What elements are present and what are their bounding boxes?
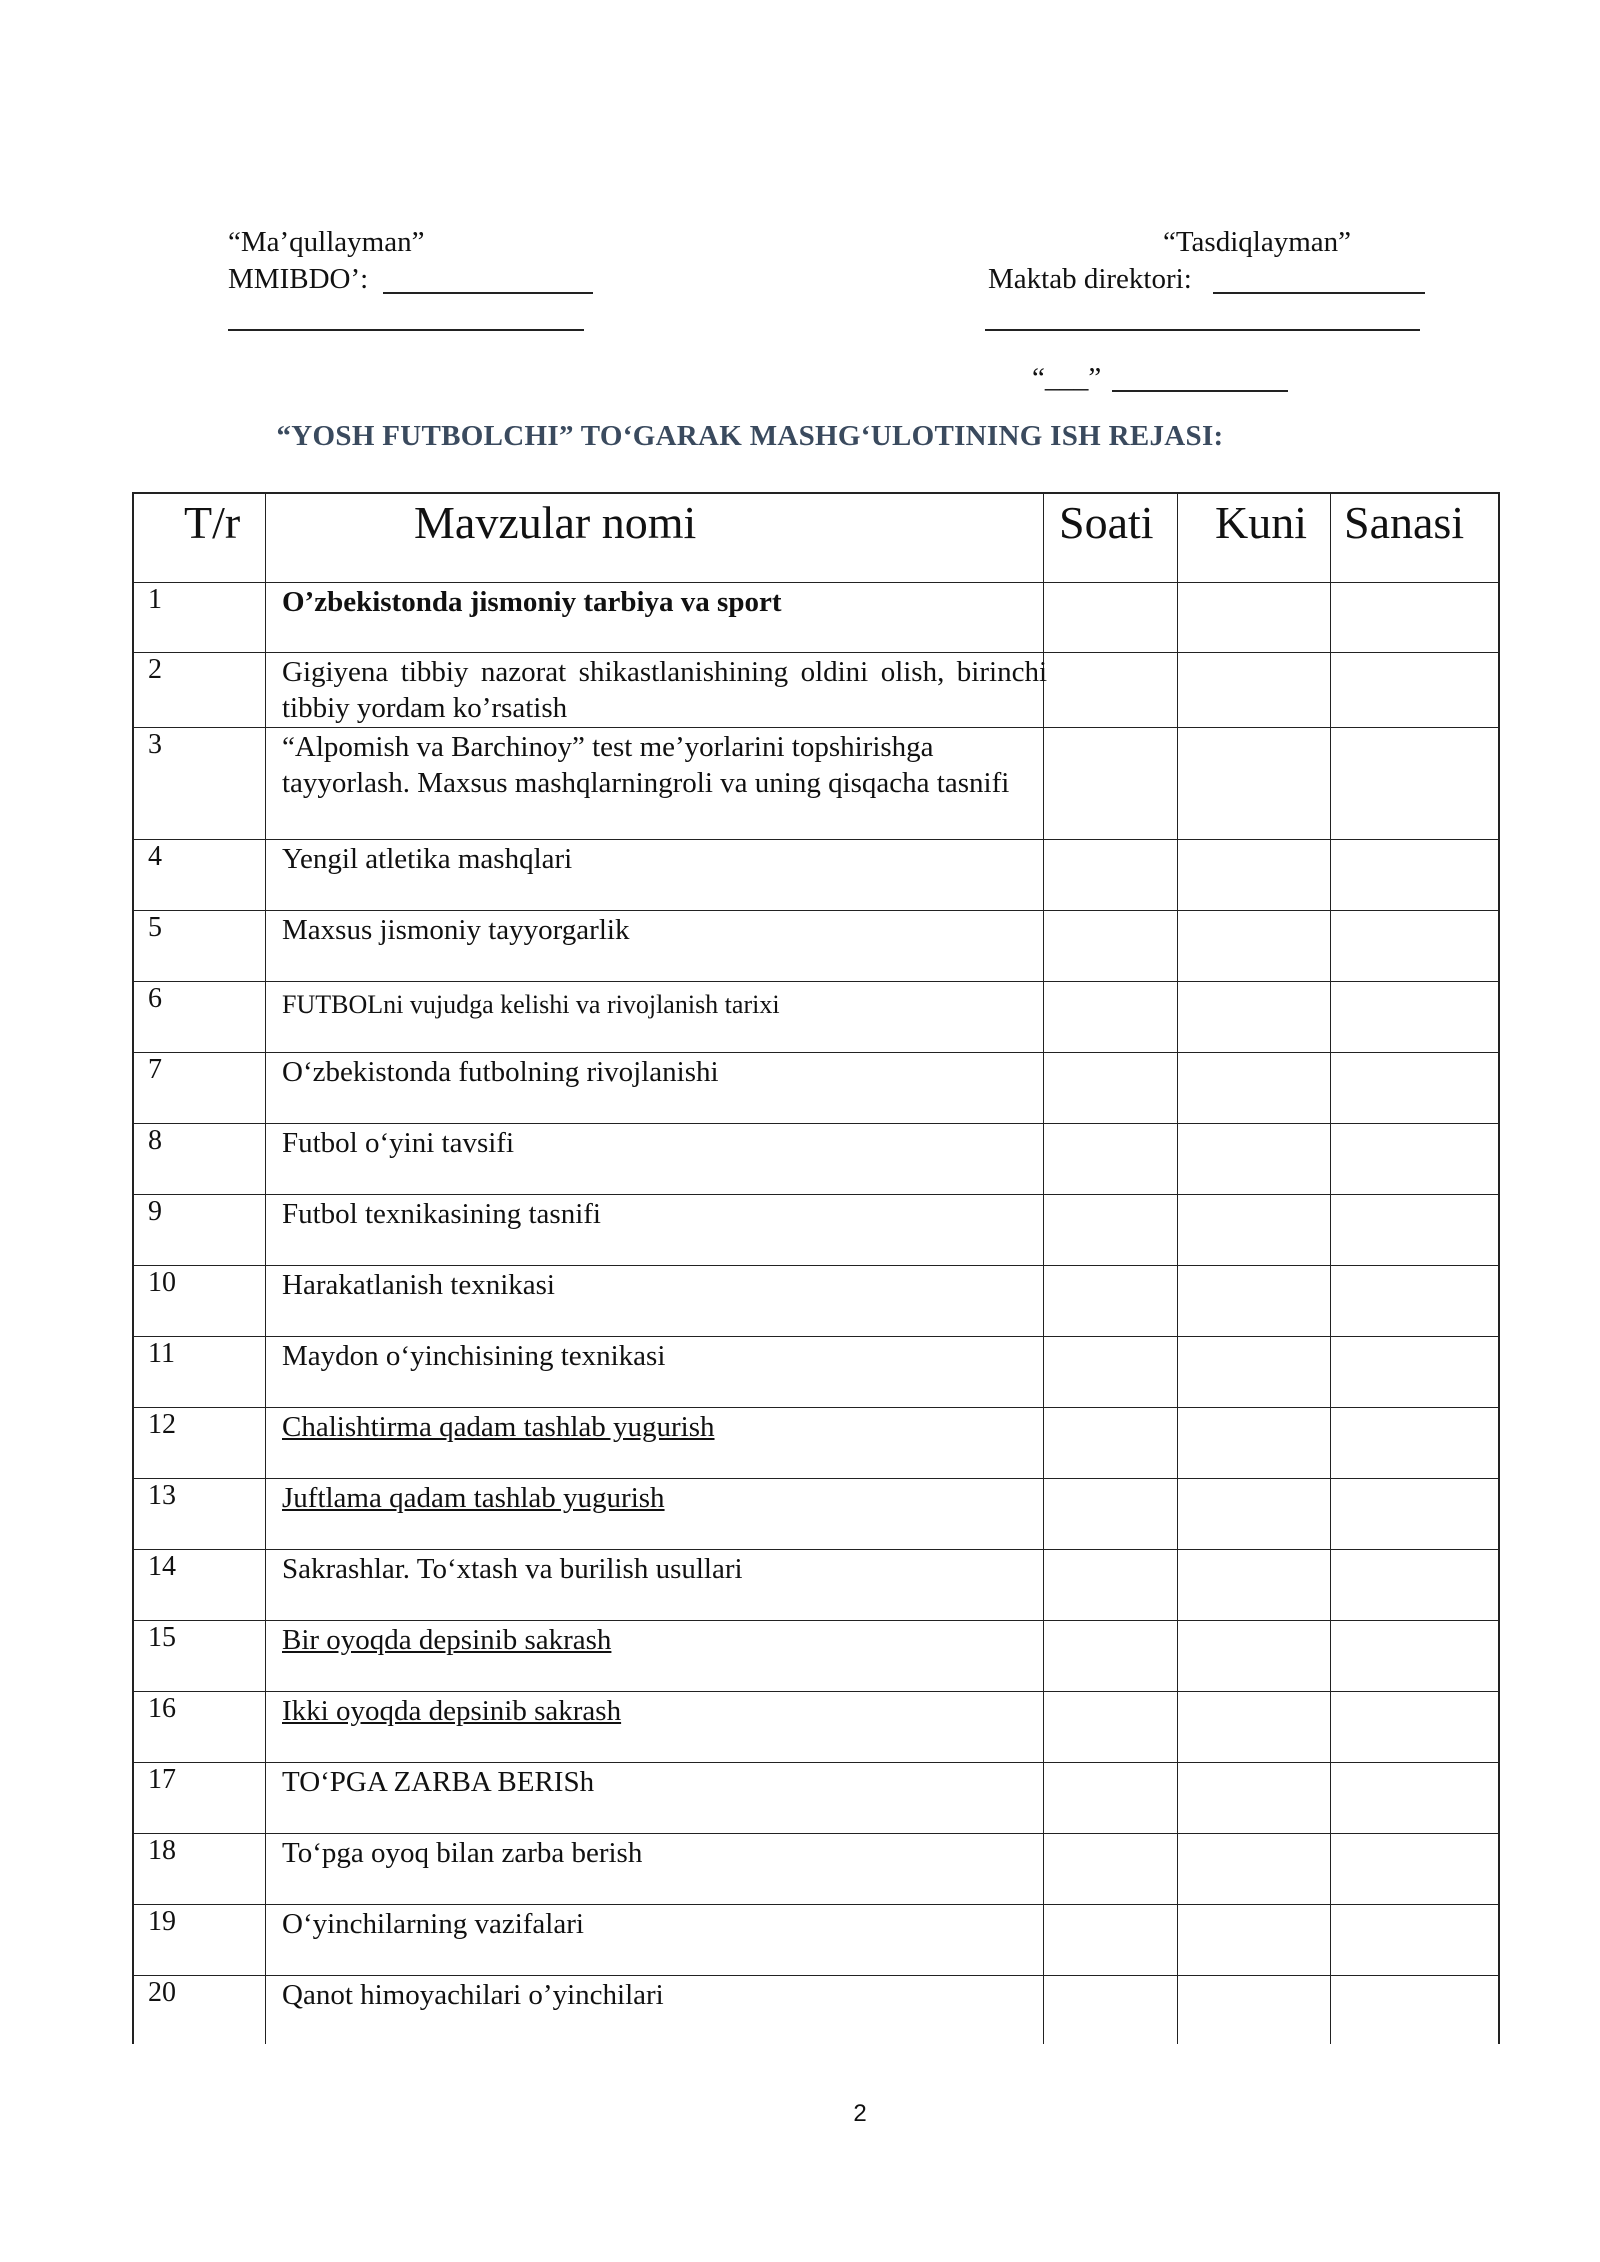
row-divider xyxy=(134,1336,1500,1337)
topic-cell: O‘yinchilarning vazifalari xyxy=(282,1908,584,1940)
right-signature-line xyxy=(985,329,1420,331)
row-number: 4 xyxy=(148,841,162,872)
row-divider xyxy=(134,1265,1500,1266)
row-number: 3 xyxy=(148,729,162,760)
row-divider xyxy=(134,1975,1500,1976)
director-signature-line xyxy=(1213,292,1425,294)
mmibdo-label: MMIBDO’: xyxy=(228,263,369,295)
approve-left: “Ma’qullayman” xyxy=(228,226,425,258)
row-divider xyxy=(134,1123,1500,1124)
row-divider xyxy=(134,1904,1500,1905)
header-day: Kuni xyxy=(1215,497,1307,548)
plan-table xyxy=(132,492,1500,2044)
row-divider xyxy=(134,1549,1500,1550)
row-number: 2 xyxy=(148,654,162,685)
mmibdo-signature-line xyxy=(383,292,593,294)
topic-cell: O‘zbekistonda futbolning rivojlanishi xyxy=(282,1056,719,1088)
topic-cell: FUTBOLni vujudga kelishi va rivojlanish tarixi xyxy=(282,990,780,1019)
topic-cell: Chalishtirma qadam tashlab yugurish xyxy=(282,1411,715,1443)
topic-cell: Yengil atletika mashqlari xyxy=(282,843,573,875)
topic-cell: Maydon o‘yinchisining texnikasi xyxy=(282,1340,666,1372)
row-number: 13 xyxy=(148,1480,176,1511)
row-number: 15 xyxy=(148,1622,176,1653)
topic-cell: Bir oyoqda depsinib sakrash xyxy=(282,1624,612,1656)
topic-cell: Ikki oyoqda depsinib sakrash xyxy=(282,1695,622,1727)
row-number: 9 xyxy=(148,1196,162,1227)
row-divider xyxy=(134,1620,1500,1621)
row-divider xyxy=(134,727,1500,728)
topic-cell: “Alpomish va Barchinoy” test me’yorlarini topshirishga tayyorlash. Maxsus mashqlarningroli va uning qisqacha tasnifi xyxy=(282,731,1010,799)
header-hours: Soati xyxy=(1059,497,1154,548)
topic-cell: Futbol o‘yini tavsifi xyxy=(282,1127,514,1159)
topic-cell: Futbol texnikasining tasnifi xyxy=(282,1198,601,1230)
row-divider xyxy=(134,1407,1500,1408)
topic-cell: Gigiyena tibbiy nazorat shikastlanishining oldini olish, birinchi tibbiy yordam ko’rsatish xyxy=(282,656,1047,724)
row-divider xyxy=(134,582,1500,583)
page-number: 2 xyxy=(853,2100,867,2127)
row-number: 17 xyxy=(148,1764,176,1795)
row-divider xyxy=(134,1194,1500,1195)
topic-cell: Juftlama qadam tashlab yugurish xyxy=(282,1482,665,1514)
row-number: 12 xyxy=(148,1409,176,1440)
topic-cell: Maxsus jismoniy tayyorgarlik xyxy=(282,914,630,946)
row-divider xyxy=(134,652,1500,653)
row-number: 11 xyxy=(148,1338,175,1369)
topic-cell: O’zbekistonda jismoniy tarbiya va sport xyxy=(282,586,782,618)
row-divider xyxy=(134,1691,1500,1692)
date-quotes: “___” xyxy=(1032,362,1102,394)
row-divider xyxy=(134,1833,1500,1834)
header-topic: Mavzular nomi xyxy=(414,497,697,548)
row-divider xyxy=(134,1762,1500,1763)
topic-cell: TO‘PGA ZARBA BERISh xyxy=(282,1766,595,1798)
approve-right: “Tasdiqlayman” xyxy=(1163,226,1352,258)
row-number: 8 xyxy=(148,1125,162,1156)
row-number: 6 xyxy=(148,983,162,1014)
row-number: 18 xyxy=(148,1835,176,1866)
topic-cell: To‘pga oyoq bilan zarba berish xyxy=(282,1837,643,1869)
row-number: 14 xyxy=(148,1551,176,1582)
director-label: Maktab direktori: xyxy=(988,263,1192,295)
left-signature-line xyxy=(228,329,584,331)
row-number: 1 xyxy=(148,584,162,615)
row-divider xyxy=(134,1478,1500,1479)
header-date: Sanasi xyxy=(1344,497,1465,548)
row-divider xyxy=(134,1052,1500,1053)
topic-cell: Harakatlanish texnikasi xyxy=(282,1269,555,1301)
date-line xyxy=(1112,390,1288,392)
row-number: 10 xyxy=(148,1267,176,1298)
document-title: “YOSH FUTBOLCHI” TO‘GARAK MASHG‘ULOTINING ISH REJASI: xyxy=(276,420,1224,452)
topic-cell: Qanot himoyachilari o’yinchilari xyxy=(282,1979,664,2011)
topic-cell: Sakrashlar. To‘xtash va burilish usullari xyxy=(282,1553,743,1585)
row-divider xyxy=(134,910,1500,911)
row-number: 5 xyxy=(148,912,162,943)
header-tr: T/r xyxy=(184,497,241,548)
row-divider xyxy=(134,839,1500,840)
row-number: 19 xyxy=(148,1906,176,1937)
row-number: 7 xyxy=(148,1054,162,1085)
row-number: 16 xyxy=(148,1693,176,1724)
row-number: 20 xyxy=(148,1977,176,2008)
row-divider xyxy=(134,981,1500,982)
